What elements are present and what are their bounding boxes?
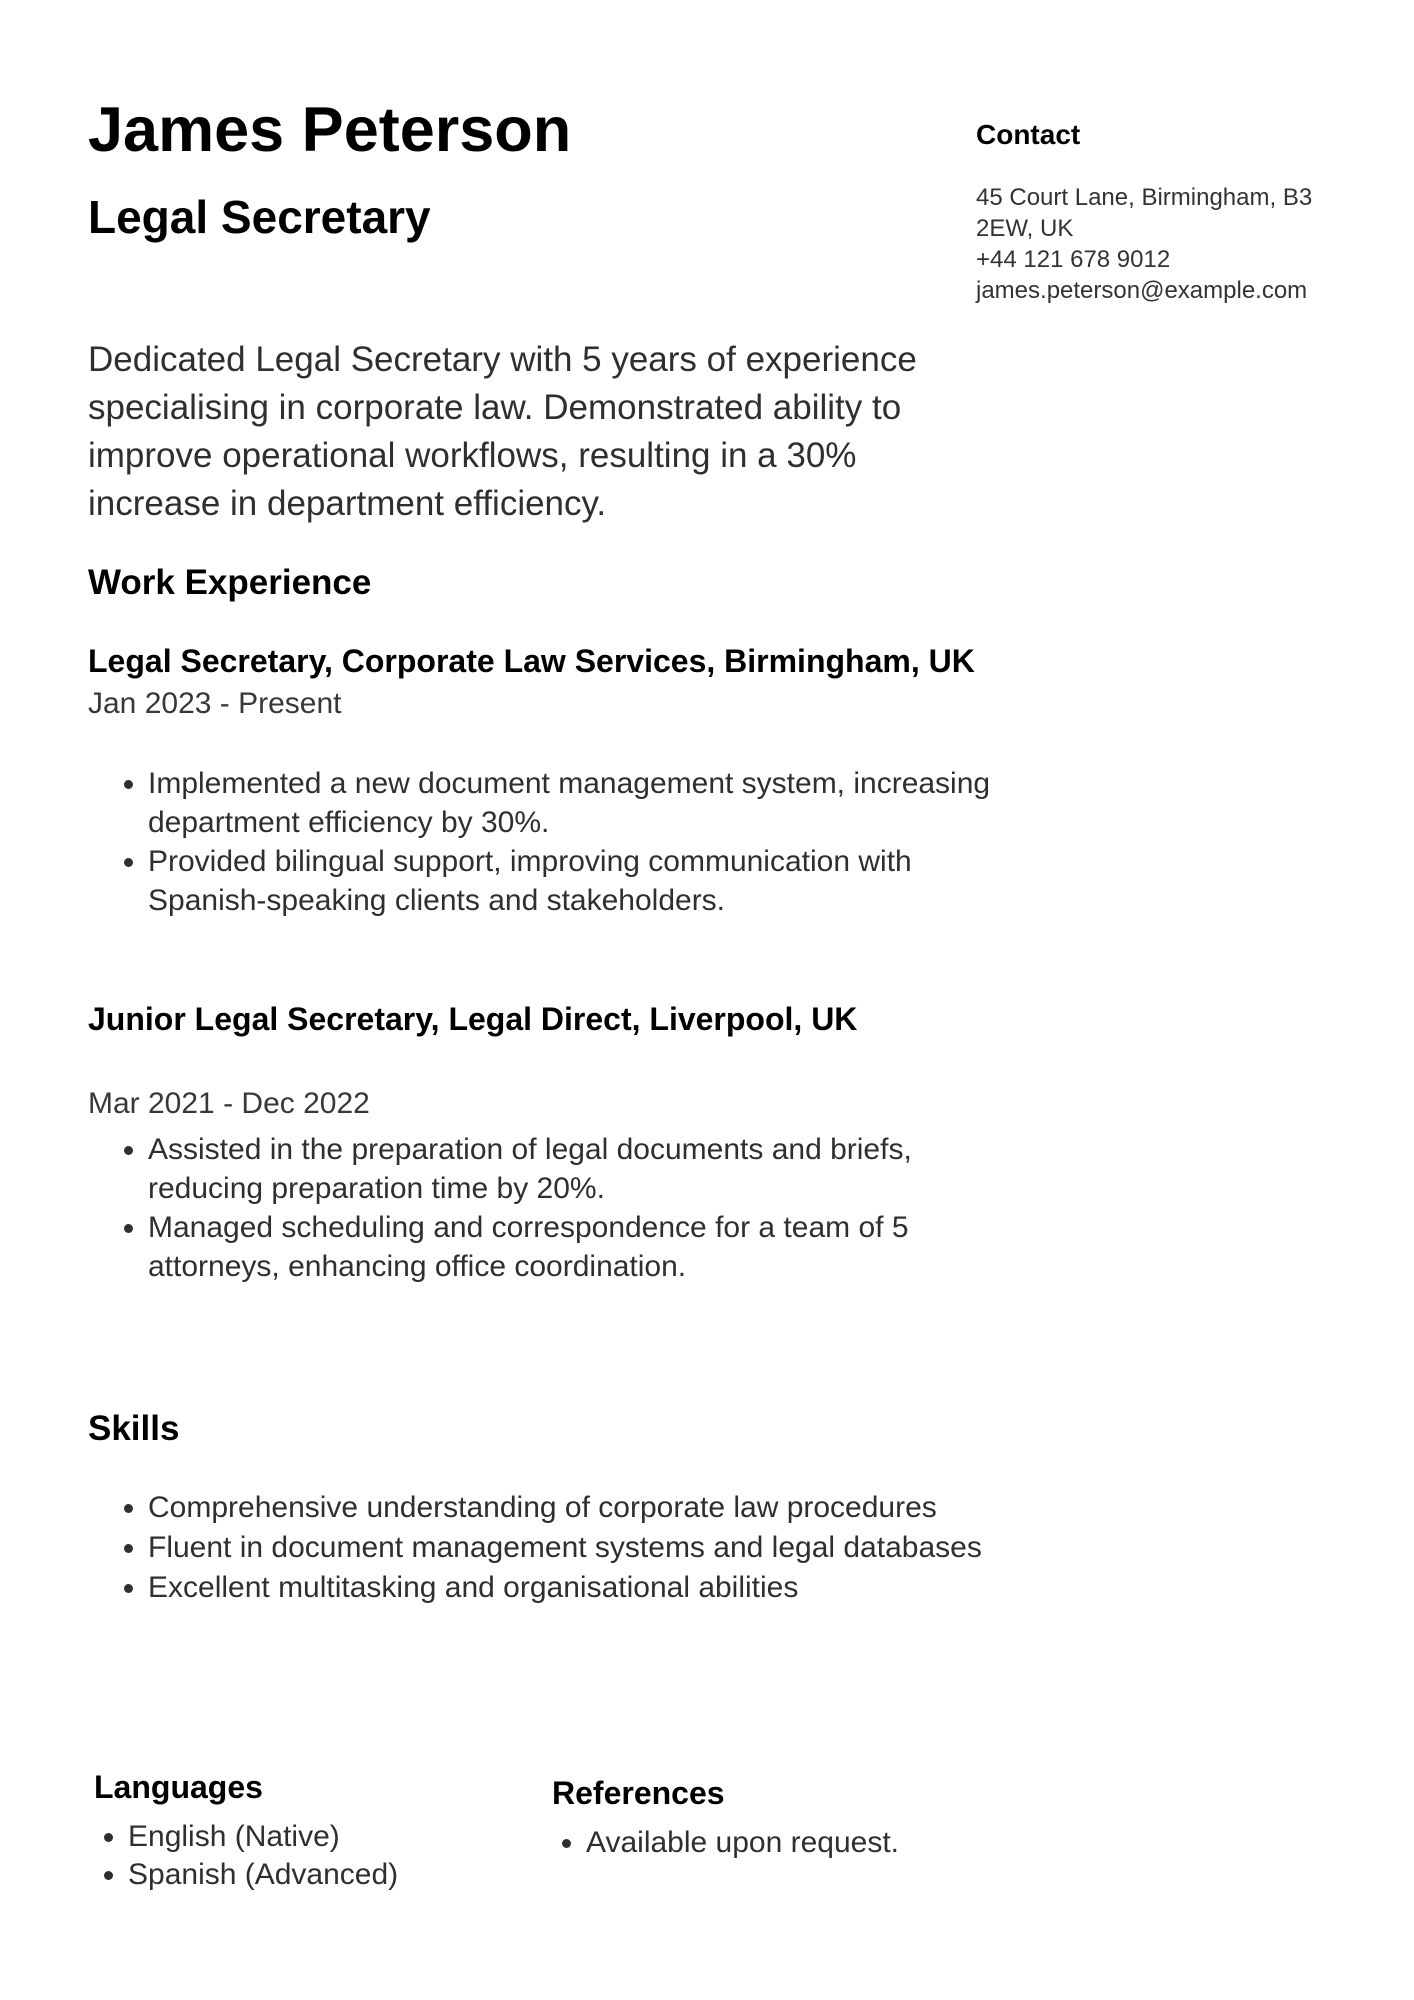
candidate-job-title: Legal Secretary	[88, 191, 431, 244]
job-bullet: • Provided bilingual support, improving communication with Spanish-speaking clients and stakeholders.	[148, 842, 1018, 920]
contact-heading: Contact	[976, 119, 1081, 150]
contact-phone: +44 121 678 9012	[976, 246, 1171, 273]
skill-item: • Comprehensive understanding of corporate law procedures	[148, 1488, 1018, 1528]
languages-section	[88, 1768, 552, 1894]
work-experience-heading: Work Experience	[88, 563, 372, 602]
resume-header	[88, 0, 1326, 306]
job-bullets-current	[88, 764, 1018, 920]
references-heading: References	[552, 1775, 725, 1811]
job-dates-previous: Mar 2021 - Dec 2022	[88, 1087, 370, 1120]
skills-list	[88, 1488, 1018, 1608]
language-item: • Spanish (Advanced)	[128, 1856, 552, 1894]
language-item: • English (Native)	[128, 1818, 552, 1856]
candidate-name: James Peterson	[88, 95, 572, 165]
job-dates-current: Jan 2023 - Present	[88, 687, 342, 720]
contact-email: james.peterson@example.com	[976, 277, 1308, 304]
job-bullet: • Implemented a new document management system, increasing department efficiency by 30%.	[148, 764, 1018, 842]
contact-section	[976, 118, 1326, 306]
skills-heading: Skills	[88, 1409, 180, 1448]
references-list	[552, 1824, 1326, 1862]
languages-heading: Languages	[94, 1769, 263, 1805]
job-title-current: Legal Secretary, Corporate Law Services, Birmingham, UK	[88, 643, 975, 679]
reference-item: • Available upon request.	[586, 1824, 1326, 1862]
job-bullets-previous	[88, 1130, 1018, 1286]
job-bullet: • Managed scheduling and correspondence for a team of 5 attorneys, enhancing office coordination.	[148, 1208, 1018, 1286]
languages-list	[94, 1818, 552, 1894]
identity-block	[88, 0, 571, 244]
bottom-section	[88, 1768, 1326, 1894]
skill-item: • Excellent multitasking and organisational abilities	[148, 1568, 1018, 1608]
skill-item: • Fluent in document management systems and legal databases	[148, 1528, 1018, 1568]
references-section	[552, 1768, 1326, 1894]
job-entry-current	[88, 642, 1326, 920]
job-bullet: • Assisted in the preparation of legal documents and briefs, reducing preparation time by 20%.	[148, 1130, 1018, 1208]
professional-summary: Dedicated Legal Secretary with 5 years of experience specialising in corporate law. Demonstrated ability to improve operational workflows, resulting in a 30% increase in department efficiency.	[88, 340, 917, 523]
job-title-previous: Junior Legal Secretary, Legal Direct, Liverpool, UK	[88, 1001, 858, 1037]
job-entry-previous	[88, 1000, 1326, 1286]
contact-address: 45 Court Lane, Birmingham, B3 2EW, UK	[976, 184, 1313, 242]
